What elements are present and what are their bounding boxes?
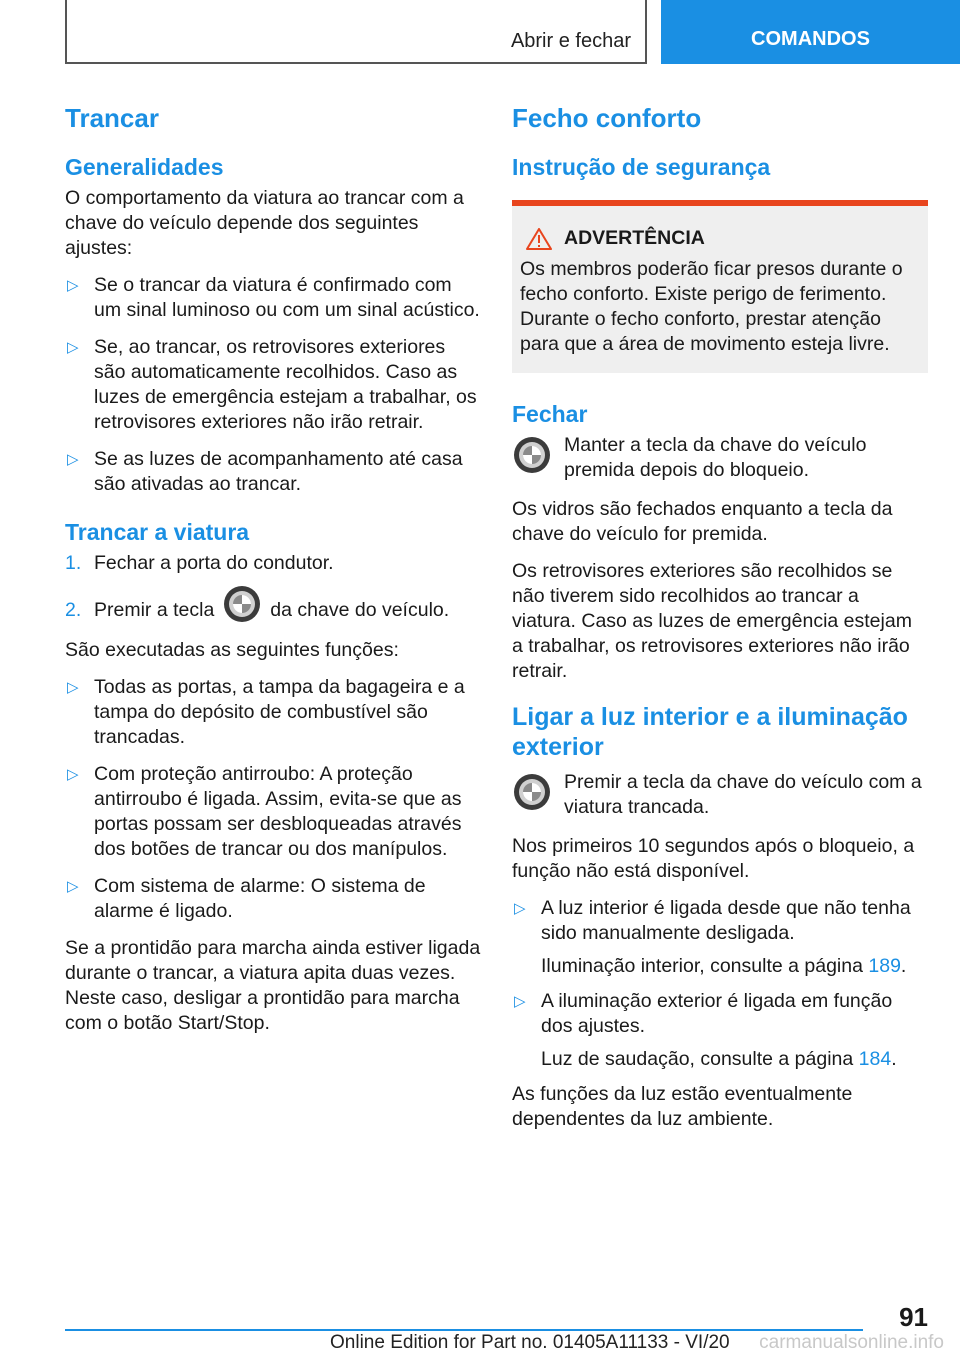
triangle-bullet-icon: ▷ xyxy=(67,679,79,696)
list-item: ▷ A luz interior é ligada desde que não tenha sido manualmente desligada. xyxy=(514,897,911,944)
page-link-189[interactable]: 189 xyxy=(868,955,901,977)
subtitle-instrucao-seguranca: Instrução de segurança xyxy=(512,154,771,180)
warning-triangle-icon xyxy=(526,228,552,250)
warning-text: Os membros poderão ficar presos durante o fecho conforto. Existe perigo de ferimento. Durante o fecho conforto, prestar atenção para que a área de movimento esteja livre. xyxy=(520,258,903,355)
triangle-bullet-icon: ▷ xyxy=(514,900,526,917)
bmw-key-button-icon xyxy=(512,772,552,812)
note-paragraph: Se a prontidão para marcha ainda estiver ligada durante o trancar, a viatura apita duas vezes. Neste caso, desligar a prontidão para marcha com o botão Start/Stop. xyxy=(65,937,481,1034)
section-title-trancar: Trancar xyxy=(65,103,159,133)
subtitle-trancar-viatura: Trancar a viatura xyxy=(65,519,250,545)
key-instruction: Manter a tecla da chave do veículo premida depois do bloqueio. xyxy=(512,433,928,483)
subtitle-generalidades: Generalidades xyxy=(65,154,224,180)
cross-reference: Luz de saudação, consulte a página 184. xyxy=(541,1048,897,1070)
watermark: carmanualsonline.info xyxy=(759,1332,944,1353)
intro-paragraph: O comportamento da viatura ao trancar com a chave do veículo depende dos seguintes ajustes: xyxy=(65,187,464,259)
triangle-bullet-icon: ▷ xyxy=(67,878,79,895)
list-item: ▷ Com sistema de alarme: O sistema de alarme é ligado. xyxy=(67,875,426,922)
functions-list xyxy=(65,675,481,924)
triangle-bullet-icon: ▷ xyxy=(514,993,526,1010)
bmw-key-button-icon xyxy=(222,584,262,624)
cross-reference: Iluminação interior, consulte a página 189. xyxy=(541,955,907,977)
section-title-luz: Ligar a luz interior e a iluminação exterior xyxy=(512,703,908,761)
header-box xyxy=(65,0,647,64)
header-section-title: Abrir e fechar xyxy=(510,30,631,52)
list-item: ▷ Se as luzes de acompanhamento até casa são ativadas ao trancar. xyxy=(67,448,463,495)
right-column xyxy=(512,100,928,1144)
triangle-bullet-icon: ▷ xyxy=(67,277,79,294)
list-item: ▷ Com proteção antirroubo: A proteção antirroubo é ligada. Assim, evita-se que as portas possam ser desbloqueadas através dos botões de trancar ou dos manípulos. xyxy=(67,763,462,860)
edition-text: Online Edition for Part no. 01405A11133 - VI/20 xyxy=(330,1332,730,1353)
left-column xyxy=(65,100,481,1048)
triangle-bullet-icon: ▷ xyxy=(67,451,79,468)
list-item: ▷ Todas as portas, a tampa da bagageira e a tampa do depósito de combustível são trancadas. xyxy=(67,676,465,748)
page-number: 91 xyxy=(899,1302,928,1332)
section-title-fecho-conforto: Fecho conforto xyxy=(512,103,702,133)
step-item: 2. Premir a tecla da chave do veículo. xyxy=(65,598,481,624)
paragraph: Nos primeiros 10 segundos após o bloqueio, a função não está disponível. xyxy=(512,835,915,882)
triangle-bullet-icon: ▷ xyxy=(67,339,79,356)
key-instruction: Premir a tecla da chave do veículo com a viatura trancada. xyxy=(512,770,928,820)
light-list xyxy=(512,896,928,946)
step-item: 1. Fechar a porta do condutor. xyxy=(65,552,334,574)
list-item: ▷ A iluminação exterior é ligada em função dos ajustes. xyxy=(514,990,893,1037)
footer-divider xyxy=(65,1329,863,1331)
warning-box xyxy=(512,200,928,373)
warning-title: ADVERTÊNCIA xyxy=(520,226,920,251)
paragraph: Os retrovisores exteriores são recolhidos se não tiverem sido recolhidos ao trancar a viatura. Caso as luzes de emergência estejam a trabalhar, os retrovisores exteriores não irão retrair. xyxy=(512,560,912,682)
functions-intro: São executadas as seguintes funções: xyxy=(65,639,399,661)
paragraph: Os vidros são fechados enquanto a tecla da chave do veículo for premida. xyxy=(512,498,893,545)
triangle-bullet-icon: ▷ xyxy=(67,766,79,783)
bmw-key-button-icon xyxy=(512,435,552,475)
subtitle-fechar: Fechar xyxy=(512,401,588,427)
paragraph: As funções da luz estão eventualmente dependentes da luz ambiente. xyxy=(512,1083,853,1130)
settings-list xyxy=(65,273,481,497)
light-list xyxy=(512,989,928,1039)
page-link-184[interactable]: 184 xyxy=(858,1048,892,1070)
steps-list xyxy=(65,551,481,624)
header-chapter-tab: COMANDOS xyxy=(661,0,960,64)
list-item: ▷ Se, ao trancar, os retrovisores exteriores são automaticamente recolhidos. Caso as luzes de emergência estejam a trabalhar, os retrovisores exteriores não irão retrair. xyxy=(67,336,477,433)
list-item: ▷ Se o trancar da viatura é confirmado com um sinal luminoso ou com um sinal acústico. xyxy=(67,274,480,321)
